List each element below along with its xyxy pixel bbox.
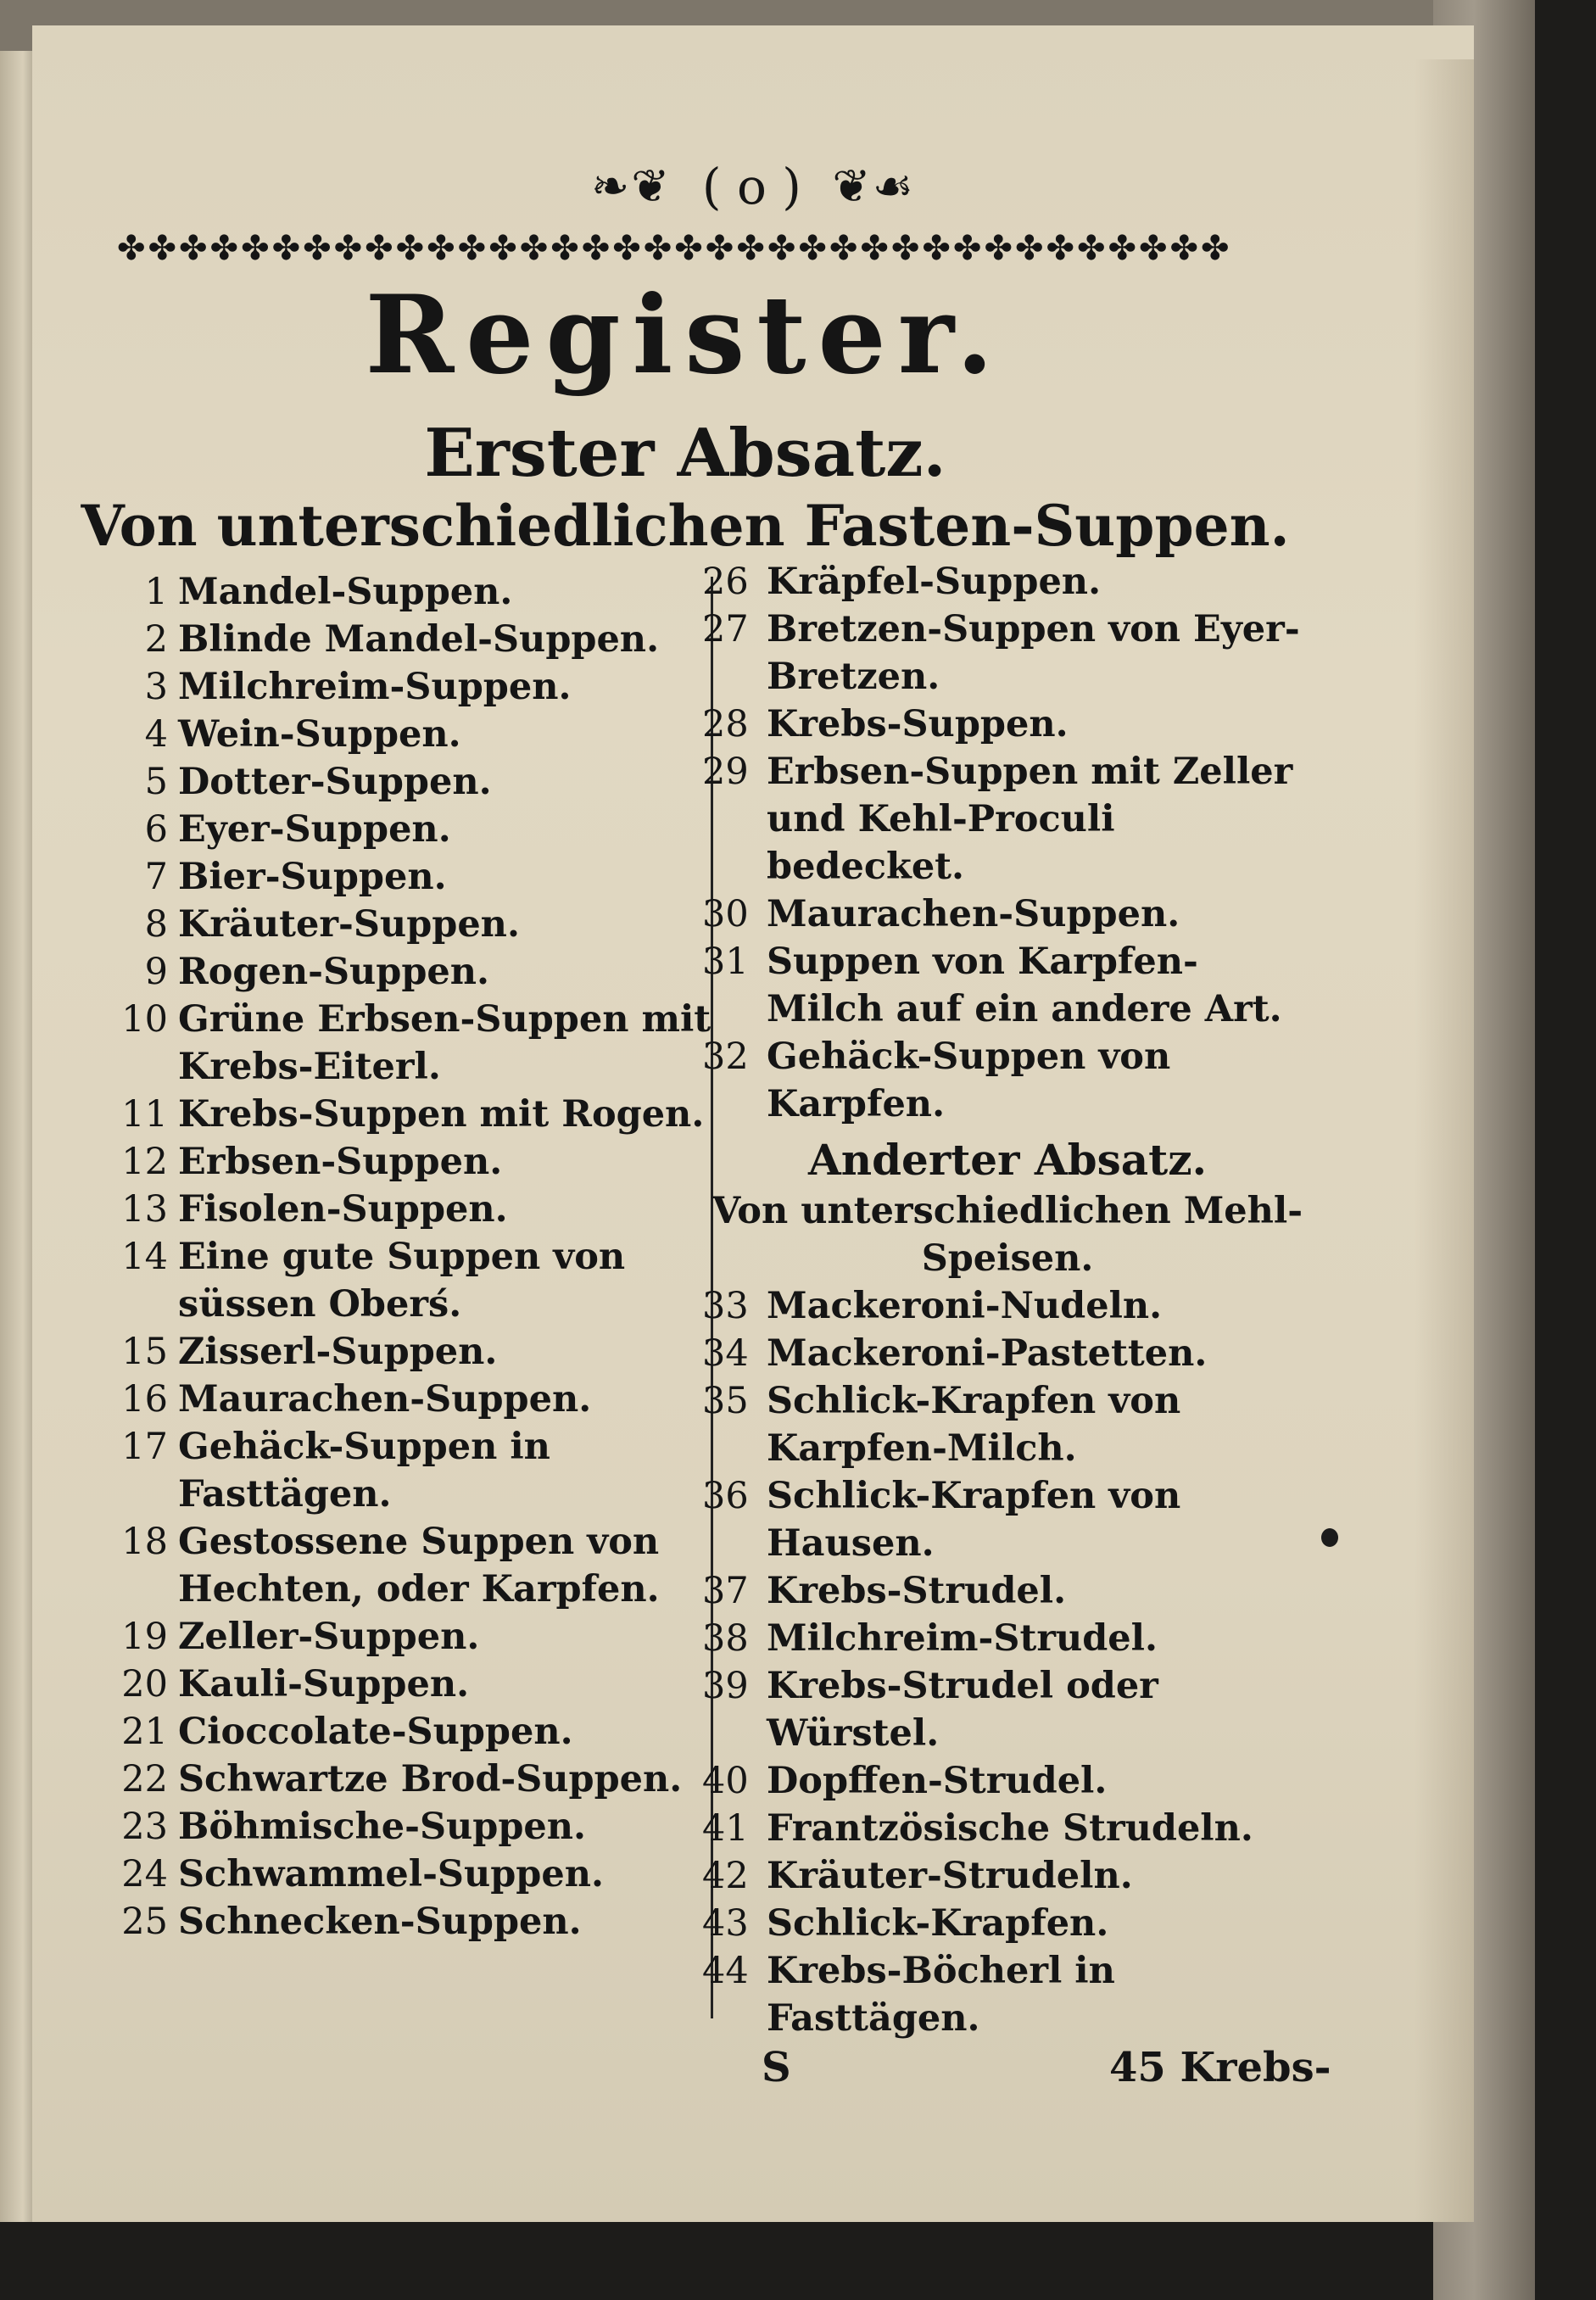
- register-entry: [121, 1851, 719, 1898]
- entry-number: 35: [702, 1380, 749, 1422]
- register-entry: [121, 1661, 719, 1708]
- entry-text: Krebs-Suppen mit Rogen.: [178, 1093, 705, 1136]
- register-entry: [702, 748, 1313, 890]
- register-entry: [121, 1756, 719, 1803]
- entry-number: 16: [121, 1378, 168, 1421]
- entry-text: Eyer-Suppen.: [178, 808, 451, 851]
- entry-number: 37: [702, 1570, 749, 1612]
- entry-text: Schnecken-Suppen.: [178, 1901, 582, 1943]
- register-entry: [702, 558, 1313, 606]
- register-entry: [121, 1328, 719, 1376]
- entry-text: Schlick-Krapfen von Karpfen-Milch.: [767, 1380, 1181, 1470]
- entry-text: Kräuter-Suppen.: [178, 903, 520, 946]
- entry-text: Bretzen-Suppen von Eyer-Bretzen.: [767, 608, 1300, 698]
- entry-number: 43: [702, 1902, 749, 1945]
- entry-number: 13: [121, 1188, 168, 1231]
- entry-text: Cioccolate-Suppen.: [178, 1711, 573, 1753]
- book-page: [32, 25, 1474, 2222]
- register-entry: [121, 1138, 719, 1186]
- register-entry: [702, 606, 1313, 701]
- entry-text: Erbsen-Suppen.: [178, 1141, 503, 1183]
- catchword: 45 Krebs-: [1109, 2044, 1331, 2091]
- register-entry: [121, 1803, 719, 1851]
- entry-number: 7: [144, 856, 168, 898]
- register-entry: [142, 711, 719, 758]
- entry-number: 25: [121, 1901, 168, 1943]
- register-entry: [142, 806, 719, 853]
- entry-text: Kräuter-Strudeln.: [767, 1855, 1133, 1897]
- left-column: [121, 568, 719, 1946]
- second-section-subheading: Von unterschiedlichen Mehl-Speisen.: [712, 1190, 1303, 1280]
- entry-text: Krebs-Strudel.: [767, 1570, 1067, 1612]
- register-entry: [121, 1186, 719, 1233]
- entry-text: Kräpfel-Suppen.: [767, 561, 1102, 603]
- flourish-left-icon: ❧❦: [590, 159, 672, 213]
- entry-number: 41: [702, 1807, 749, 1850]
- register-entry: [702, 1615, 1313, 1662]
- entry-text: Zisserl-Suppen.: [178, 1331, 498, 1373]
- right-column-list-a: [702, 558, 1313, 1128]
- entry-text: Frantzösische Strudeln.: [767, 1807, 1253, 1850]
- register-entry: [121, 1376, 719, 1423]
- entry-number: 24: [121, 1853, 168, 1895]
- register-entry: [121, 1518, 719, 1613]
- register-entry: [702, 1472, 1313, 1567]
- page-header: [32, 153, 1474, 216]
- entry-number: 26: [702, 561, 749, 603]
- register-entry: [702, 1852, 1313, 1900]
- entry-number: 15: [121, 1331, 168, 1373]
- entry-text: Schlick-Krapfen von Hausen.: [767, 1475, 1181, 1565]
- register-entry: [702, 938, 1313, 1033]
- entry-text: Gehäck-Suppen von Karpfen.: [767, 1036, 1171, 1125]
- register-entry: [142, 616, 719, 663]
- register-entry: [702, 1282, 1313, 1330]
- ornament-border: ✤✤✤✤✤✤✤✤✤✤✤✤✤✤✤✤✤✤✤✤✤✤✤✤✤✤✤✤✤✤✤✤✤✤✤✤: [117, 229, 1232, 268]
- entry-number: 32: [702, 1036, 749, 1078]
- page-shadow: [1415, 59, 1474, 2222]
- page-number: ( o ): [701, 157, 801, 215]
- entry-number: 38: [702, 1617, 749, 1660]
- entry-text: Grüne Erbsen-Suppen mit Krebs-Eiterl.: [178, 998, 712, 1088]
- entry-text: Maurachen-Suppen.: [767, 893, 1180, 935]
- entry-number: 30: [702, 893, 749, 935]
- entry-number: 10: [121, 998, 168, 1041]
- entry-number: 6: [144, 808, 168, 851]
- register-entry: [702, 1033, 1313, 1128]
- paper-hole: [1321, 1528, 1338, 1547]
- entry-number: 44: [702, 1950, 749, 1992]
- entry-text: Schwartze Brod-Suppen.: [178, 1758, 683, 1800]
- entry-number: 40: [702, 1760, 749, 1802]
- page-title: Register.: [365, 272, 1006, 398]
- entry-number: 36: [702, 1475, 749, 1517]
- entry-text: Zeller-Suppen.: [178, 1616, 480, 1658]
- entry-text: Erbsen-Suppen mit Zeller und Kehl-Proculi bedecket.: [767, 751, 1293, 888]
- entry-number: 31: [702, 941, 749, 983]
- register-entry: [702, 1757, 1313, 1805]
- entry-text: Krebs-Böcherl in Fasttägen.: [767, 1950, 1115, 2040]
- entry-text: Gehäck-Suppen in Fasttägen.: [178, 1426, 550, 1516]
- entry-text: Krebs-Strudel oder Würstel.: [767, 1665, 1158, 1755]
- section-heading: Von unterschiedlichen Fasten-Suppen.: [81, 493, 1290, 559]
- register-entry: [702, 701, 1313, 748]
- entry-number: 20: [121, 1663, 168, 1705]
- entry-number: 8: [144, 903, 168, 946]
- entry-text: Blinde Mandel-Suppen.: [178, 618, 660, 661]
- entry-text: Dopffen-Strudel.: [767, 1760, 1108, 1802]
- register-entry: [121, 1233, 719, 1328]
- entry-number: 3: [144, 666, 168, 708]
- register-entry: [142, 663, 719, 711]
- entry-number: 11: [121, 1093, 168, 1136]
- flourish-right-icon: ❦☙: [832, 159, 916, 213]
- entry-text: Schwammel-Suppen.: [178, 1853, 604, 1895]
- register-entry: [121, 1708, 719, 1756]
- register-entry: [702, 1567, 1313, 1615]
- entry-text: Dotter-Suppen.: [178, 761, 492, 803]
- entry-text: Krebs-Suppen.: [767, 703, 1069, 745]
- entry-number: 2: [144, 618, 168, 661]
- register-entry: [702, 1805, 1313, 1852]
- entry-text: Eine gute Suppen von süssen Oberś.: [178, 1236, 626, 1326]
- entry-number: 22: [121, 1758, 168, 1800]
- entry-text: Maurachen-Suppen.: [178, 1378, 592, 1421]
- entry-number: 4: [144, 713, 168, 756]
- entry-number: 12: [121, 1141, 168, 1183]
- entry-number: 23: [121, 1806, 168, 1848]
- entry-text: Milchreim-Suppen.: [178, 666, 572, 708]
- entry-number: 18: [121, 1521, 168, 1563]
- register-entry: [142, 853, 719, 901]
- entry-number: 9: [144, 951, 168, 993]
- entry-text: Gestossene Suppen von Hechten, oder Karpfen.: [178, 1521, 660, 1611]
- entry-text: Kauli-Suppen.: [178, 1663, 470, 1705]
- entry-number: 28: [702, 703, 749, 745]
- entry-number: 19: [121, 1616, 168, 1658]
- register-entry: [702, 1900, 1313, 1947]
- register-entry: [121, 1423, 719, 1518]
- register-entry: [121, 1613, 719, 1661]
- register-entry: [121, 1898, 719, 1946]
- entry-text: Mackeroni-Pastetten.: [767, 1332, 1208, 1375]
- register-entry: [142, 901, 719, 948]
- entry-number: 42: [702, 1855, 749, 1897]
- entry-number: 21: [121, 1711, 168, 1753]
- register-entry: [702, 1947, 1313, 2042]
- entry-text: Milchreim-Strudel.: [767, 1617, 1158, 1660]
- entry-number: 17: [121, 1426, 168, 1468]
- entry-text: Rogen-Suppen.: [178, 951, 489, 993]
- entry-text: Schlick-Krapfen.: [767, 1902, 1109, 1945]
- register-entry: [142, 568, 719, 616]
- section-subtitle: Erster Absatz.: [424, 415, 946, 492]
- register-entry: [702, 1330, 1313, 1377]
- entry-number: 1: [144, 571, 168, 613]
- entry-number: 33: [702, 1285, 749, 1327]
- entry-text: Fisolen-Suppen.: [178, 1188, 508, 1231]
- register-entry: [121, 996, 719, 1091]
- register-entry: [702, 1377, 1313, 1472]
- register-entry: [702, 1662, 1313, 1757]
- entry-text: Bier-Suppen.: [178, 856, 447, 898]
- register-entry: [121, 1091, 719, 1138]
- right-column: [702, 558, 1313, 2042]
- register-entry: [142, 758, 719, 806]
- entry-text: Mackeroni-Nudeln.: [767, 1285, 1163, 1327]
- entry-text: Mandel-Suppen.: [178, 571, 513, 613]
- entry-number: 27: [702, 608, 749, 650]
- register-entry: [142, 948, 719, 996]
- second-section-heading: Anderter Absatz.: [807, 1135, 1208, 1185]
- right-column-list-b: [702, 1282, 1313, 2042]
- signature-mark: S: [762, 2044, 791, 2091]
- entry-text: Suppen von Karpfen-Milch auf ein andere Art.: [767, 941, 1282, 1030]
- entry-number: 29: [702, 751, 749, 793]
- entry-text: Böhmische-Suppen.: [178, 1806, 587, 1848]
- register-entry: [702, 890, 1313, 938]
- entry-number: 39: [702, 1665, 749, 1707]
- entry-number: 5: [144, 761, 168, 803]
- entry-text: Wein-Suppen.: [178, 713, 461, 756]
- entry-number: 34: [702, 1332, 749, 1375]
- entry-number: 14: [121, 1236, 168, 1278]
